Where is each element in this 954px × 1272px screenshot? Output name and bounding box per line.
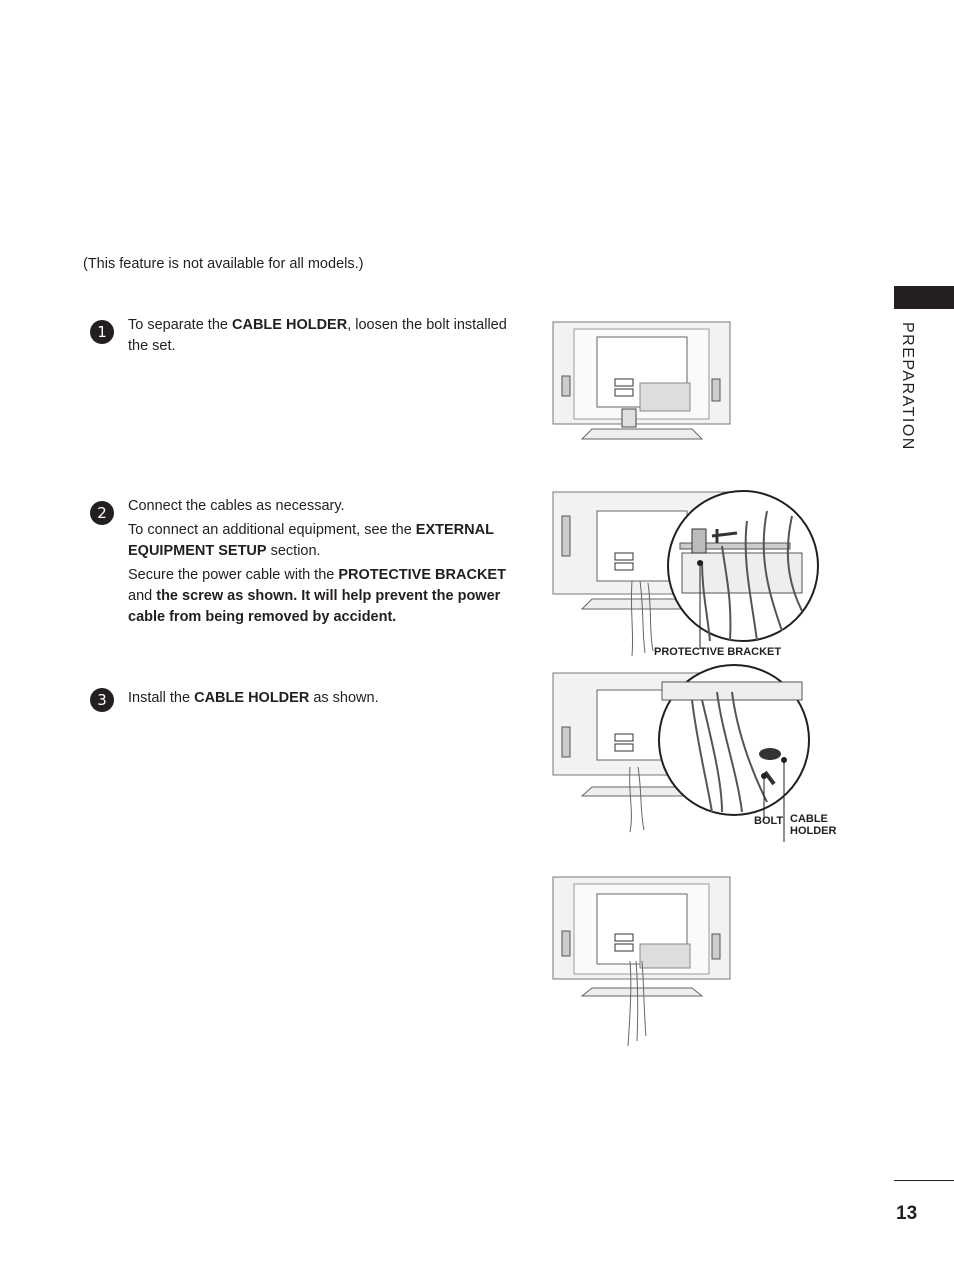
step-1-text: To separate the CABLE HOLDER, loosen the bolt installed the set. (128, 317, 507, 354)
step-3-text: Install the CABLE HOLDER as shown. (128, 690, 379, 706)
page-number: 13 (896, 1203, 918, 1224)
section-label: PREPARATION (899, 322, 916, 451)
step-2-number: 2 (90, 501, 114, 525)
step-2-text: Connect the cables as necessary. To connect an additional equipment, see the EXTERNAL EQUIPMENT SETUP section. Secure the power cable with the PROTECTIVE BRACKET and the screw as shown. It will help prevent the power cable from being removed by accident. (128, 498, 506, 625)
availability-note: (This feature is not available for all models.) (83, 256, 364, 272)
tv-back-illustration-2 (552, 491, 822, 661)
cable-holder-label: CABLE HOLDER (790, 813, 837, 837)
step-1-number: 1 (90, 320, 114, 344)
bolt-label: BOLT (754, 815, 784, 827)
protective-bracket-label: PROTECTIVE BRACKET (654, 646, 782, 658)
footer-rule (894, 1180, 954, 1181)
section-tab-marker (894, 286, 954, 309)
tv-back-illustration-1 (552, 321, 732, 446)
tv-back-illustration-4 (552, 876, 732, 1051)
step-3-number: 3 (90, 688, 114, 712)
